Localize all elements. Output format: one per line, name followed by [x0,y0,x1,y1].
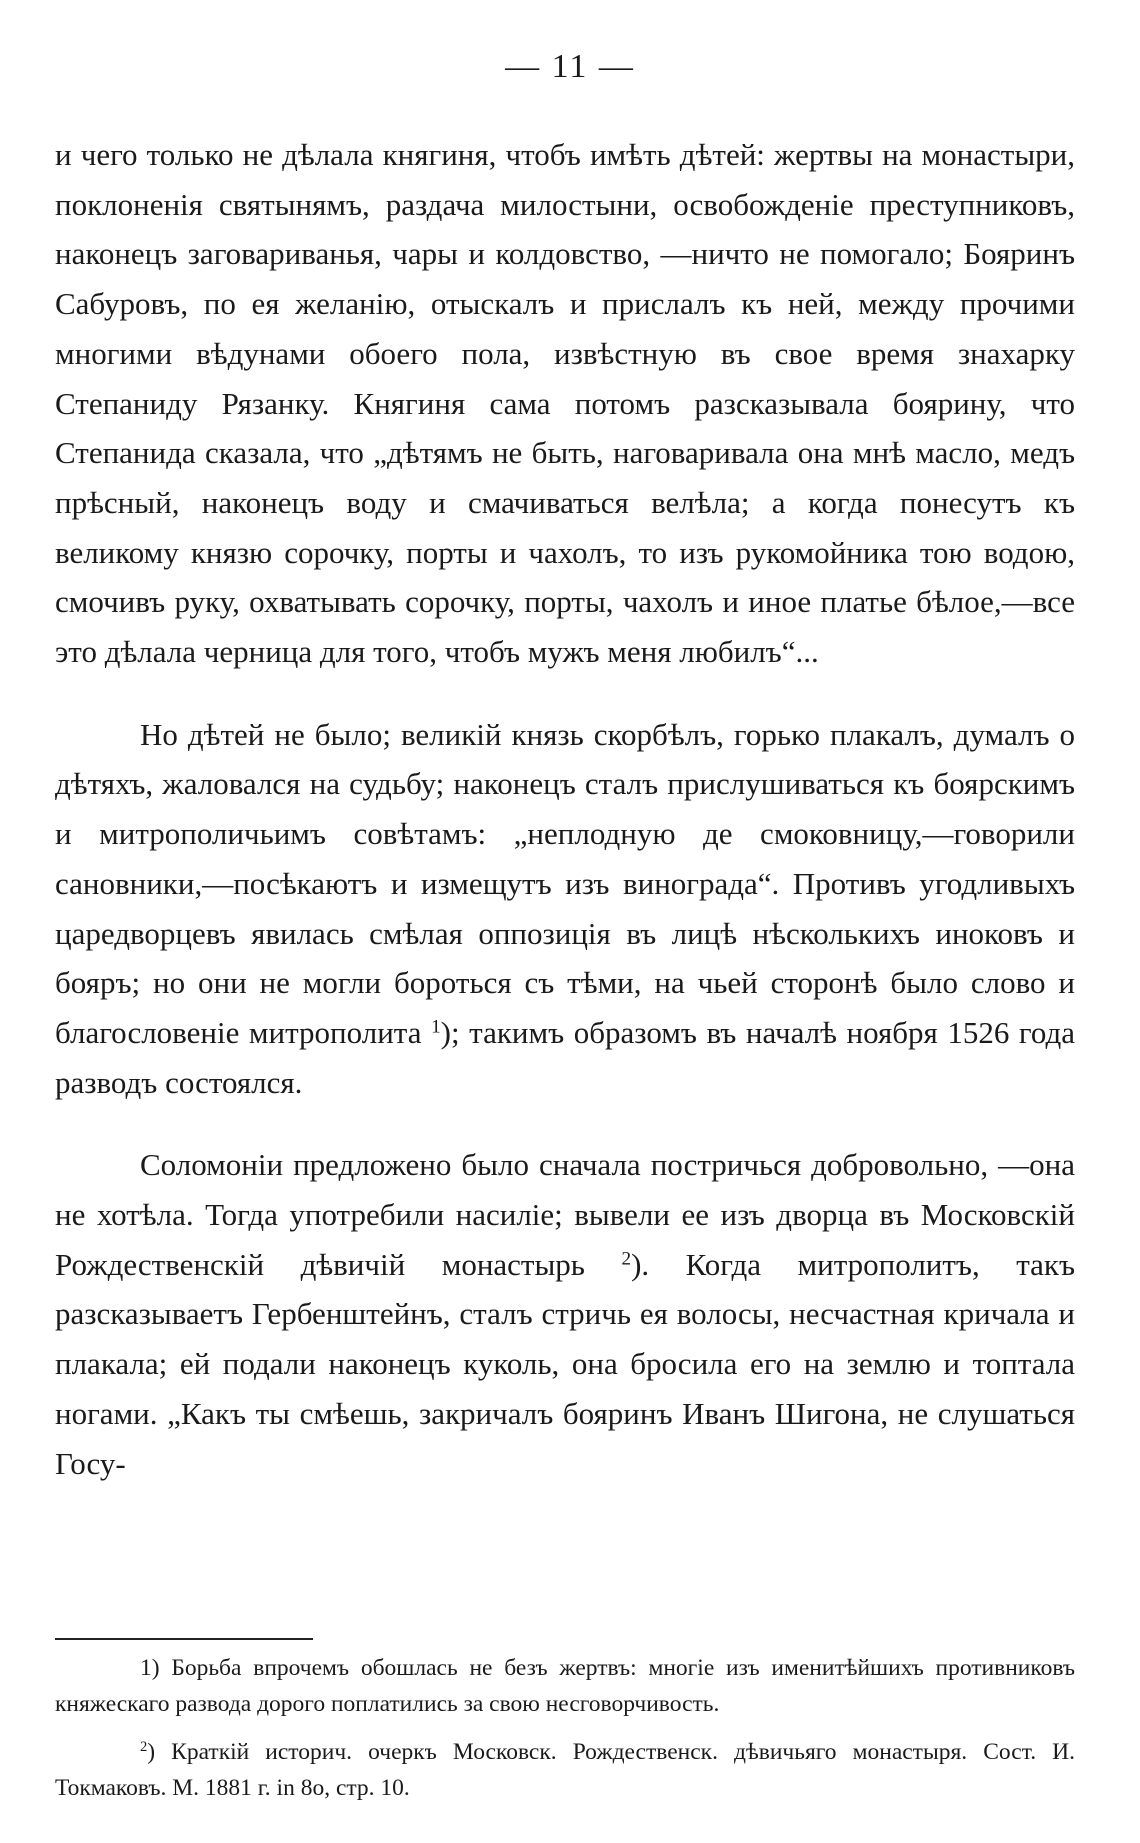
footnotes [55,1650,1075,1806]
footnote-divider [55,1638,313,1640]
page-number: — 11 — [505,48,635,85]
footnote-1-marker: 1 [140,1655,152,1681]
paragraph-2-text-before-ref: Но дѣтей не было; великій князь скорбѣлъ, горько плакалъ, думалъ о дѣтяхъ, жаловался на судьбу; наконецъ сталъ прислушиваться къ боярскимъ и митрополичьимъ совѣтамъ: „неплодную де смоковницу,—говорили сановники,—посѣкаютъ и измещутъ изъ винограда“. Противъ угодливыхъ царедворцевъ явилась смѣлая оппозиція въ лицѣ нѣсколькихъ иноковъ и бояръ; но они не могли бороться съ тѣми, на чьей сторонѣ было слово и благословеніе митрополита [55,716,1075,1050]
footnote-2-text: ) Краткій историч. очеркъ Московск. Рождественск. дѣвичьяго монастыря. Сост. И. Токмаковъ. М. 1881 г. in 8о, стр. 10. [55,1739,1075,1801]
paragraph-3-text-after-ref: ). Когда митрополитъ, такъ разсказываетъ Гербенштейнъ, сталъ стричь ея волосы, несчастная кричала и плакала; ей подали наконецъ куколь, она бросила его на землю и топтала ногами. „Какъ ты смѣешь, закричалъ бояринъ Иванъ Шигона, не слушаться Госу- [55,1246,1076,1481]
footnote-2 [55,1734,1075,1806]
body-text [55,130,1075,1488]
paragraph-2 [55,710,1075,1108]
footnote-ref-1: 1 [431,1016,441,1038]
paragraph-1-text: и чего только не дѣлала княгиня, чтобъ имѣть дѣтей: жертвы на монастыри, поклоненія святынямъ, раздача милостыни, освобожденіе преступниковъ, наконецъ заговариванья, чары и колдовство, —ничто не помогало; Бояринъ Сабуровъ, по ея желанію, отыскалъ и прислалъ къ ней, между прочими многими вѣдунами обоего пола, извѣстную въ свое время знахарку Степаниду Рязанку. Княгиня сама потомъ разсказывала боярину, что Степанида сказала, что „дѣтямъ не быть, наговаривала она мнѣ масло, медъ прѣсный, наконецъ воду и смачиваться велѣла; а когда понесутъ къ великому князю сорочку, порты и чахолъ, то изъ рукомойника тою водою, смочивъ руку, охватывать сорочку, порты, чахолъ и иное платье бѣлое,—все это дѣлала черница для того, чтобъ мужъ меня любилъ“... [55,137,1075,670]
paragraph-2-text-after-ref: ); такимъ образомъ въ началѣ ноября 1526 года разводъ состоялся. [55,1014,1076,1100]
paragraph-3-text-before-ref: Соломоніи предложено было сначала постричься добровольно, —она не хотѣла. Тогда употребили насиліе; вывели ее изъ дворца въ Московскій Рождественскій дѣвичій монастырь [55,1147,1075,1282]
paragraph-1 [55,130,1075,677]
footnote-1 [55,1650,1075,1722]
paragraph-3 [55,1140,1075,1488]
footnote-2-marker: 2 [140,1739,148,1755]
footnote-1-text: ) Борьба впрочемъ обошлась не безъ жертвъ: многіе изъ именитѣйшихъ противниковъ княжескаго развода дорого поплатились за свою несговорчивость. [55,1655,1075,1717]
footnote-ref-2: 2 [621,1248,632,1270]
